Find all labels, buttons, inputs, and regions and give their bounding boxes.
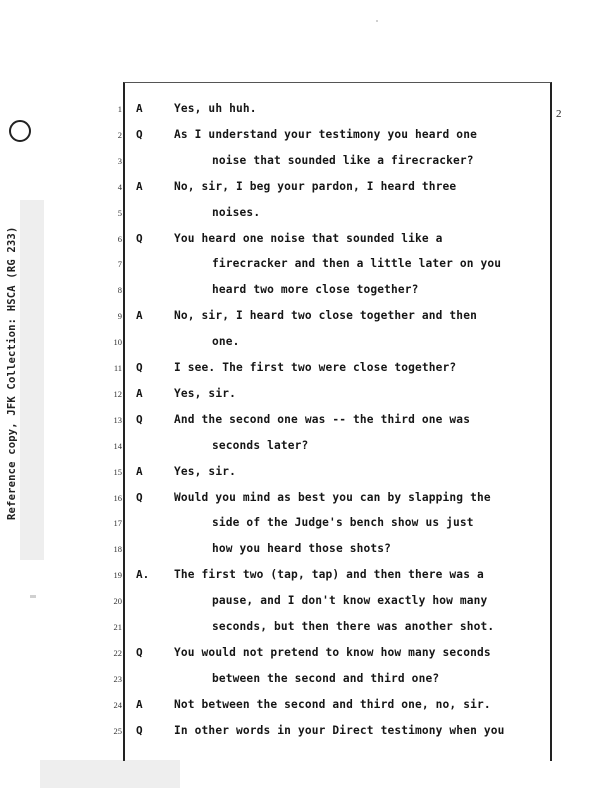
line-text: Yes, sir. <box>174 464 236 478</box>
line-text: one. <box>212 335 240 349</box>
line-text: heard two more close together? <box>212 283 419 297</box>
speaker-label: Q <box>136 490 143 504</box>
transcript-line <box>0 465 612 479</box>
line-text: No, sir, I beg your pardon, I heard three <box>174 179 457 193</box>
line-number: 10 <box>113 337 122 348</box>
transcript-line <box>0 620 612 634</box>
line-number: 16 <box>113 492 122 503</box>
line-text: seconds later? <box>212 438 309 452</box>
line-text: Yes, uh huh. <box>174 102 257 115</box>
transcript-line <box>0 413 612 427</box>
line-text: The first two (tap, tap) and then there was a <box>174 568 484 582</box>
archive-stamp: Reference copy, JFK Collection: HSCA (RG 233) <box>6 226 18 520</box>
line-number: 13 <box>113 414 122 425</box>
line-text: Would you mind as best you can by slapping the <box>174 490 491 504</box>
line-text: seconds, but then there was another shot. <box>212 620 495 633</box>
line-text: And the second one was -- the third one was <box>174 412 471 426</box>
transcript-line <box>0 516 612 530</box>
transcript-line <box>0 594 612 608</box>
transcript-line <box>0 672 612 686</box>
line-number: 15 <box>113 466 122 477</box>
scan-noise <box>40 760 180 788</box>
transcript-line <box>0 387 612 401</box>
line-text: You heard one noise that sounded like a <box>174 231 443 245</box>
speaker-label: A <box>136 386 143 400</box>
line-text: firecracker and then a little later on you <box>212 257 502 271</box>
line-number: 5 <box>117 207 122 218</box>
transcript-line <box>0 568 612 582</box>
speaker-label: Q <box>136 361 143 374</box>
line-text: between the second and third one? <box>212 671 440 685</box>
line-text: noise that sounded like a firecracker? <box>212 153 474 167</box>
line-number: 8 <box>117 285 122 296</box>
line-text: pause, and I don't know exactly how many <box>212 594 488 608</box>
transcript-line <box>0 491 612 505</box>
transcript-line <box>0 257 612 271</box>
speaker-label: Q <box>136 723 143 737</box>
line-text: I see. The first two were close together? <box>174 361 457 374</box>
speaker-label: Q <box>136 231 143 245</box>
speaker-label: A <box>136 309 143 323</box>
transcript-line <box>0 335 612 349</box>
page-number: 2 <box>556 108 562 120</box>
line-text: Yes, sir. <box>174 386 236 400</box>
line-text: In other words in your Direct testimony when you <box>174 723 505 737</box>
line-number: 20 <box>113 596 122 607</box>
speaker-label: A. <box>136 568 150 582</box>
speaker-label: Q <box>136 645 143 659</box>
line-text: side of the Judge's bench show us just <box>212 516 474 530</box>
line-number: 7 <box>117 259 122 270</box>
speaker-label: A <box>136 464 143 478</box>
line-number: 4 <box>117 181 122 192</box>
line-number: 3 <box>117 155 122 166</box>
line-number: 2 <box>117 129 122 140</box>
line-number: 21 <box>113 622 122 632</box>
transcript-line <box>0 283 612 297</box>
scan-noise <box>376 20 378 22</box>
speaker-label: Q <box>136 412 143 426</box>
line-text: how you heard those shots? <box>212 542 392 556</box>
line-number: 18 <box>113 544 122 555</box>
speaker-label: A <box>136 697 143 711</box>
transcript-line <box>0 154 612 168</box>
line-text: Not between the second and third one, no, sir. <box>174 697 491 711</box>
transcript-line <box>0 180 612 194</box>
transcript-line <box>0 646 612 660</box>
line-number: 24 <box>113 699 122 710</box>
line-number: 22 <box>113 647 122 658</box>
line-number: 12 <box>113 388 122 399</box>
line-text: You would not pretend to know how many seconds <box>174 645 491 659</box>
line-number: 6 <box>117 233 122 244</box>
transcript-line <box>0 361 612 375</box>
speaker-label: Q <box>136 127 143 141</box>
line-number: 23 <box>113 673 122 684</box>
line-text: No, sir, I heard two close together and then <box>174 309 477 323</box>
line-number: 1 <box>117 104 122 114</box>
transcript-line <box>0 232 612 246</box>
line-number: 19 <box>113 570 122 581</box>
transcript-line <box>0 439 612 453</box>
transcript-line <box>0 542 612 556</box>
transcript-line <box>0 724 612 738</box>
scan-noise <box>20 200 44 560</box>
line-number: 11 <box>113 363 122 373</box>
line-number: 14 <box>113 440 122 451</box>
speaker-label: A <box>136 179 143 193</box>
line-number: 9 <box>117 311 122 322</box>
line-number: 17 <box>113 518 122 529</box>
transcript-line <box>0 309 612 323</box>
transcript-line <box>0 102 612 116</box>
line-text: noises. <box>212 205 261 219</box>
line-number: 25 <box>113 725 122 736</box>
transcript-line <box>0 128 612 142</box>
transcript-line <box>0 698 612 712</box>
transcript-line <box>0 206 612 220</box>
line-text: As I understand your testimony you heard one <box>174 127 477 141</box>
speaker-label: A <box>136 102 143 115</box>
